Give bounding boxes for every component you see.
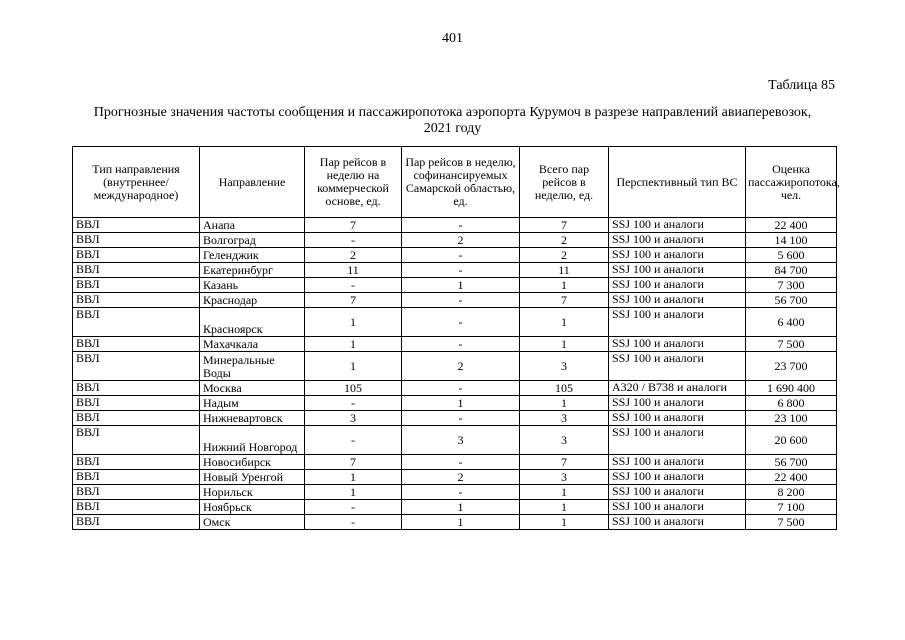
cell-total: 3 xyxy=(520,426,609,455)
cell-destination: Махачкала xyxy=(200,337,305,352)
cell-total: 2 xyxy=(520,233,609,248)
cell-type: ВВЛ xyxy=(73,337,200,352)
table-row xyxy=(73,233,837,248)
cell-aircraft: SSJ 100 и аналоги xyxy=(609,293,746,308)
cell-total: 3 xyxy=(520,470,609,485)
cell-commercial: 1 xyxy=(305,485,402,500)
cell-commercial: 3 xyxy=(305,411,402,426)
table-row xyxy=(73,352,837,381)
cell-passengers: 22 400 xyxy=(746,470,837,485)
table-row xyxy=(73,500,837,515)
cell-aircraft: SSJ 100 и аналоги xyxy=(609,337,746,352)
cell-passengers: 14 100 xyxy=(746,233,837,248)
cell-subsidized: 3 xyxy=(402,426,520,455)
cell-passengers: 7 300 xyxy=(746,278,837,293)
cell-type: ВВЛ xyxy=(73,248,200,263)
cell-passengers: 7 500 xyxy=(746,337,837,352)
cell-subsidized: - xyxy=(402,381,520,396)
cell-total: 3 xyxy=(520,352,609,381)
cell-type: ВВЛ xyxy=(73,218,200,233)
cell-type: ВВЛ xyxy=(73,455,200,470)
header-row xyxy=(73,147,837,218)
cell-commercial: 7 xyxy=(305,293,402,308)
cell-commercial: - xyxy=(305,278,402,293)
table-row xyxy=(73,426,837,455)
cell-total: 1 xyxy=(520,485,609,500)
cell-type: ВВЛ xyxy=(73,426,200,455)
cell-passengers: 5 600 xyxy=(746,248,837,263)
cell-aircraft: SSJ 100 и аналоги xyxy=(609,352,746,381)
cell-total: 2 xyxy=(520,248,609,263)
table-title: Прогнозные значения частоты сообщения и пассажиропотока аэропорта Курумоч в разрезе направлений авиаперевозок, 2021 году xyxy=(93,105,812,136)
cell-aircraft: SSJ 100 и аналоги xyxy=(609,396,746,411)
cell-commercial: 1 xyxy=(305,470,402,485)
cell-aircraft: SSJ 100 и аналоги xyxy=(609,308,746,337)
cell-subsidized: 2 xyxy=(402,233,520,248)
routes-table xyxy=(72,146,840,530)
cell-commercial: - xyxy=(305,500,402,515)
cell-aircraft: SSJ 100 и аналоги xyxy=(609,278,746,293)
cell-total: 1 xyxy=(520,500,609,515)
cell-subsidized: - xyxy=(402,218,520,233)
header-destination: Направление xyxy=(200,147,305,218)
cell-type: ВВЛ xyxy=(73,352,200,381)
cell-commercial: 11 xyxy=(305,263,402,278)
cell-subsidized: 1 xyxy=(402,396,520,411)
cell-subsidized: - xyxy=(402,248,520,263)
cell-subsidized: 2 xyxy=(402,470,520,485)
cell-type: ВВЛ xyxy=(73,233,200,248)
cell-aircraft: SSJ 100 и аналоги xyxy=(609,248,746,263)
table-row xyxy=(73,263,837,278)
cell-total: 1 xyxy=(520,308,609,337)
cell-commercial: 7 xyxy=(305,455,402,470)
cell-commercial: - xyxy=(305,515,402,530)
cell-destination: Омск xyxy=(200,515,305,530)
cell-aircraft: SSJ 100 и аналоги xyxy=(609,500,746,515)
cell-destination: Новосибирск xyxy=(200,455,305,470)
cell-subsidized: - xyxy=(402,411,520,426)
cell-aircraft: SSJ 100 и аналоги xyxy=(609,263,746,278)
cell-passengers: 8 200 xyxy=(746,485,837,500)
cell-passengers: 22 400 xyxy=(746,218,837,233)
cell-total: 1 xyxy=(520,396,609,411)
cell-passengers: 7 100 xyxy=(746,500,837,515)
cell-commercial: - xyxy=(305,426,402,455)
cell-subsidized: - xyxy=(402,308,520,337)
header-total: Всего пар рейсов в неделю, ед. xyxy=(520,147,609,218)
cell-subsidized: - xyxy=(402,293,520,308)
cell-total: 3 xyxy=(520,411,609,426)
cell-destination: Казань xyxy=(200,278,305,293)
cell-destination: Геленджик xyxy=(200,248,305,263)
table-row xyxy=(73,248,837,263)
cell-commercial: 2 xyxy=(305,248,402,263)
cell-aircraft: SSJ 100 и аналоги xyxy=(609,218,746,233)
table-row xyxy=(73,337,837,352)
page-number: 401 xyxy=(442,31,463,46)
table-row xyxy=(73,381,837,396)
cell-commercial: 1 xyxy=(305,308,402,337)
cell-aircraft: SSJ 100 и аналоги xyxy=(609,411,746,426)
table-row xyxy=(73,396,837,411)
cell-type: ВВЛ xyxy=(73,278,200,293)
cell-destination: Краснодар xyxy=(200,293,305,308)
header-type: Тип направления (внутреннее/ международное) xyxy=(73,147,200,218)
table-row xyxy=(73,411,837,426)
cell-aircraft: SSJ 100 и аналоги xyxy=(609,485,746,500)
cell-commercial: 1 xyxy=(305,337,402,352)
cell-commercial: - xyxy=(305,233,402,248)
cell-destination: Екатеринбург xyxy=(200,263,305,278)
cell-commercial: 7 xyxy=(305,218,402,233)
cell-type: ВВЛ xyxy=(73,515,200,530)
cell-passengers: 56 700 xyxy=(746,455,837,470)
cell-destination: Ноябрьск xyxy=(200,500,305,515)
cell-total: 7 xyxy=(520,293,609,308)
cell-passengers: 20 600 xyxy=(746,426,837,455)
cell-total: 105 xyxy=(520,381,609,396)
cell-total: 1 xyxy=(520,337,609,352)
cell-type: ВВЛ xyxy=(73,396,200,411)
table-row xyxy=(73,455,837,470)
cell-commercial: 1 xyxy=(305,352,402,381)
cell-destination: Нижневартовск xyxy=(200,411,305,426)
cell-type: ВВЛ xyxy=(73,470,200,485)
cell-commercial: 105 xyxy=(305,381,402,396)
cell-type: ВВЛ xyxy=(73,381,200,396)
cell-total: 1 xyxy=(520,515,609,530)
cell-destination: Волгоград xyxy=(200,233,305,248)
cell-subsidized: 2 xyxy=(402,352,520,381)
table-body xyxy=(73,218,837,530)
cell-subsidized: 1 xyxy=(402,500,520,515)
cell-passengers: 6 400 xyxy=(746,308,837,337)
table-label: Таблица 85 xyxy=(768,78,835,93)
cell-aircraft: SSJ 100 и аналоги xyxy=(609,233,746,248)
table-row xyxy=(73,515,837,530)
table-row xyxy=(73,308,837,337)
cell-subsidized: - xyxy=(402,485,520,500)
cell-subsidized: 1 xyxy=(402,515,520,530)
cell-passengers: 56 700 xyxy=(746,293,837,308)
cell-total: 11 xyxy=(520,263,609,278)
cell-passengers: 7 500 xyxy=(746,515,837,530)
cell-passengers: 6 800 xyxy=(746,396,837,411)
cell-subsidized: - xyxy=(402,337,520,352)
cell-subsidized: - xyxy=(402,455,520,470)
table-row xyxy=(73,485,837,500)
cell-type: ВВЛ xyxy=(73,263,200,278)
cell-destination: Нижний Новгород xyxy=(200,426,305,455)
cell-passengers: 84 700 xyxy=(746,263,837,278)
cell-passengers: 23 100 xyxy=(746,411,837,426)
cell-aircraft: SSJ 100 и аналоги xyxy=(609,455,746,470)
header-commercial: Пар рейсов в неделю на коммерческой основе, ед. xyxy=(305,147,402,218)
cell-destination: Анапа xyxy=(200,218,305,233)
cell-type: ВВЛ xyxy=(73,308,200,337)
cell-aircraft: SSJ 100 и аналоги xyxy=(609,426,746,455)
table-row xyxy=(73,470,837,485)
cell-aircraft: SSJ 100 и аналоги xyxy=(609,515,746,530)
cell-subsidized: 1 xyxy=(402,278,520,293)
header-subsidized: Пар рейсов в неделю, софинансируемых Самарской областью, ед. xyxy=(402,147,520,218)
cell-total: 1 xyxy=(520,278,609,293)
cell-type: ВВЛ xyxy=(73,500,200,515)
header-passengers: Оценка пассажиропотока, чел. xyxy=(746,147,837,218)
table-row xyxy=(73,278,837,293)
cell-aircraft: A320 / B738 и аналоги xyxy=(609,381,746,396)
cell-total: 7 xyxy=(520,455,609,470)
cell-passengers: 23 700 xyxy=(746,352,837,381)
cell-destination: Красноярск xyxy=(200,308,305,337)
cell-destination: Надым xyxy=(200,396,305,411)
cell-type: ВВЛ xyxy=(73,293,200,308)
cell-subsidized: - xyxy=(402,263,520,278)
cell-destination: Новый Уренгой xyxy=(200,470,305,485)
cell-commercial: - xyxy=(305,396,402,411)
cell-type: ВВЛ xyxy=(73,485,200,500)
cell-total: 7 xyxy=(520,218,609,233)
table-row xyxy=(73,293,837,308)
cell-aircraft: SSJ 100 и аналоги xyxy=(609,470,746,485)
table-row xyxy=(73,218,837,233)
cell-passengers: 1 690 400 xyxy=(746,381,837,396)
header-aircraft: Перспективный тип ВС xyxy=(609,147,746,218)
cell-type: ВВЛ xyxy=(73,411,200,426)
cell-destination: Москва xyxy=(200,381,305,396)
cell-destination: Норильск xyxy=(200,485,305,500)
cell-destination: Минеральные Воды xyxy=(200,352,305,381)
